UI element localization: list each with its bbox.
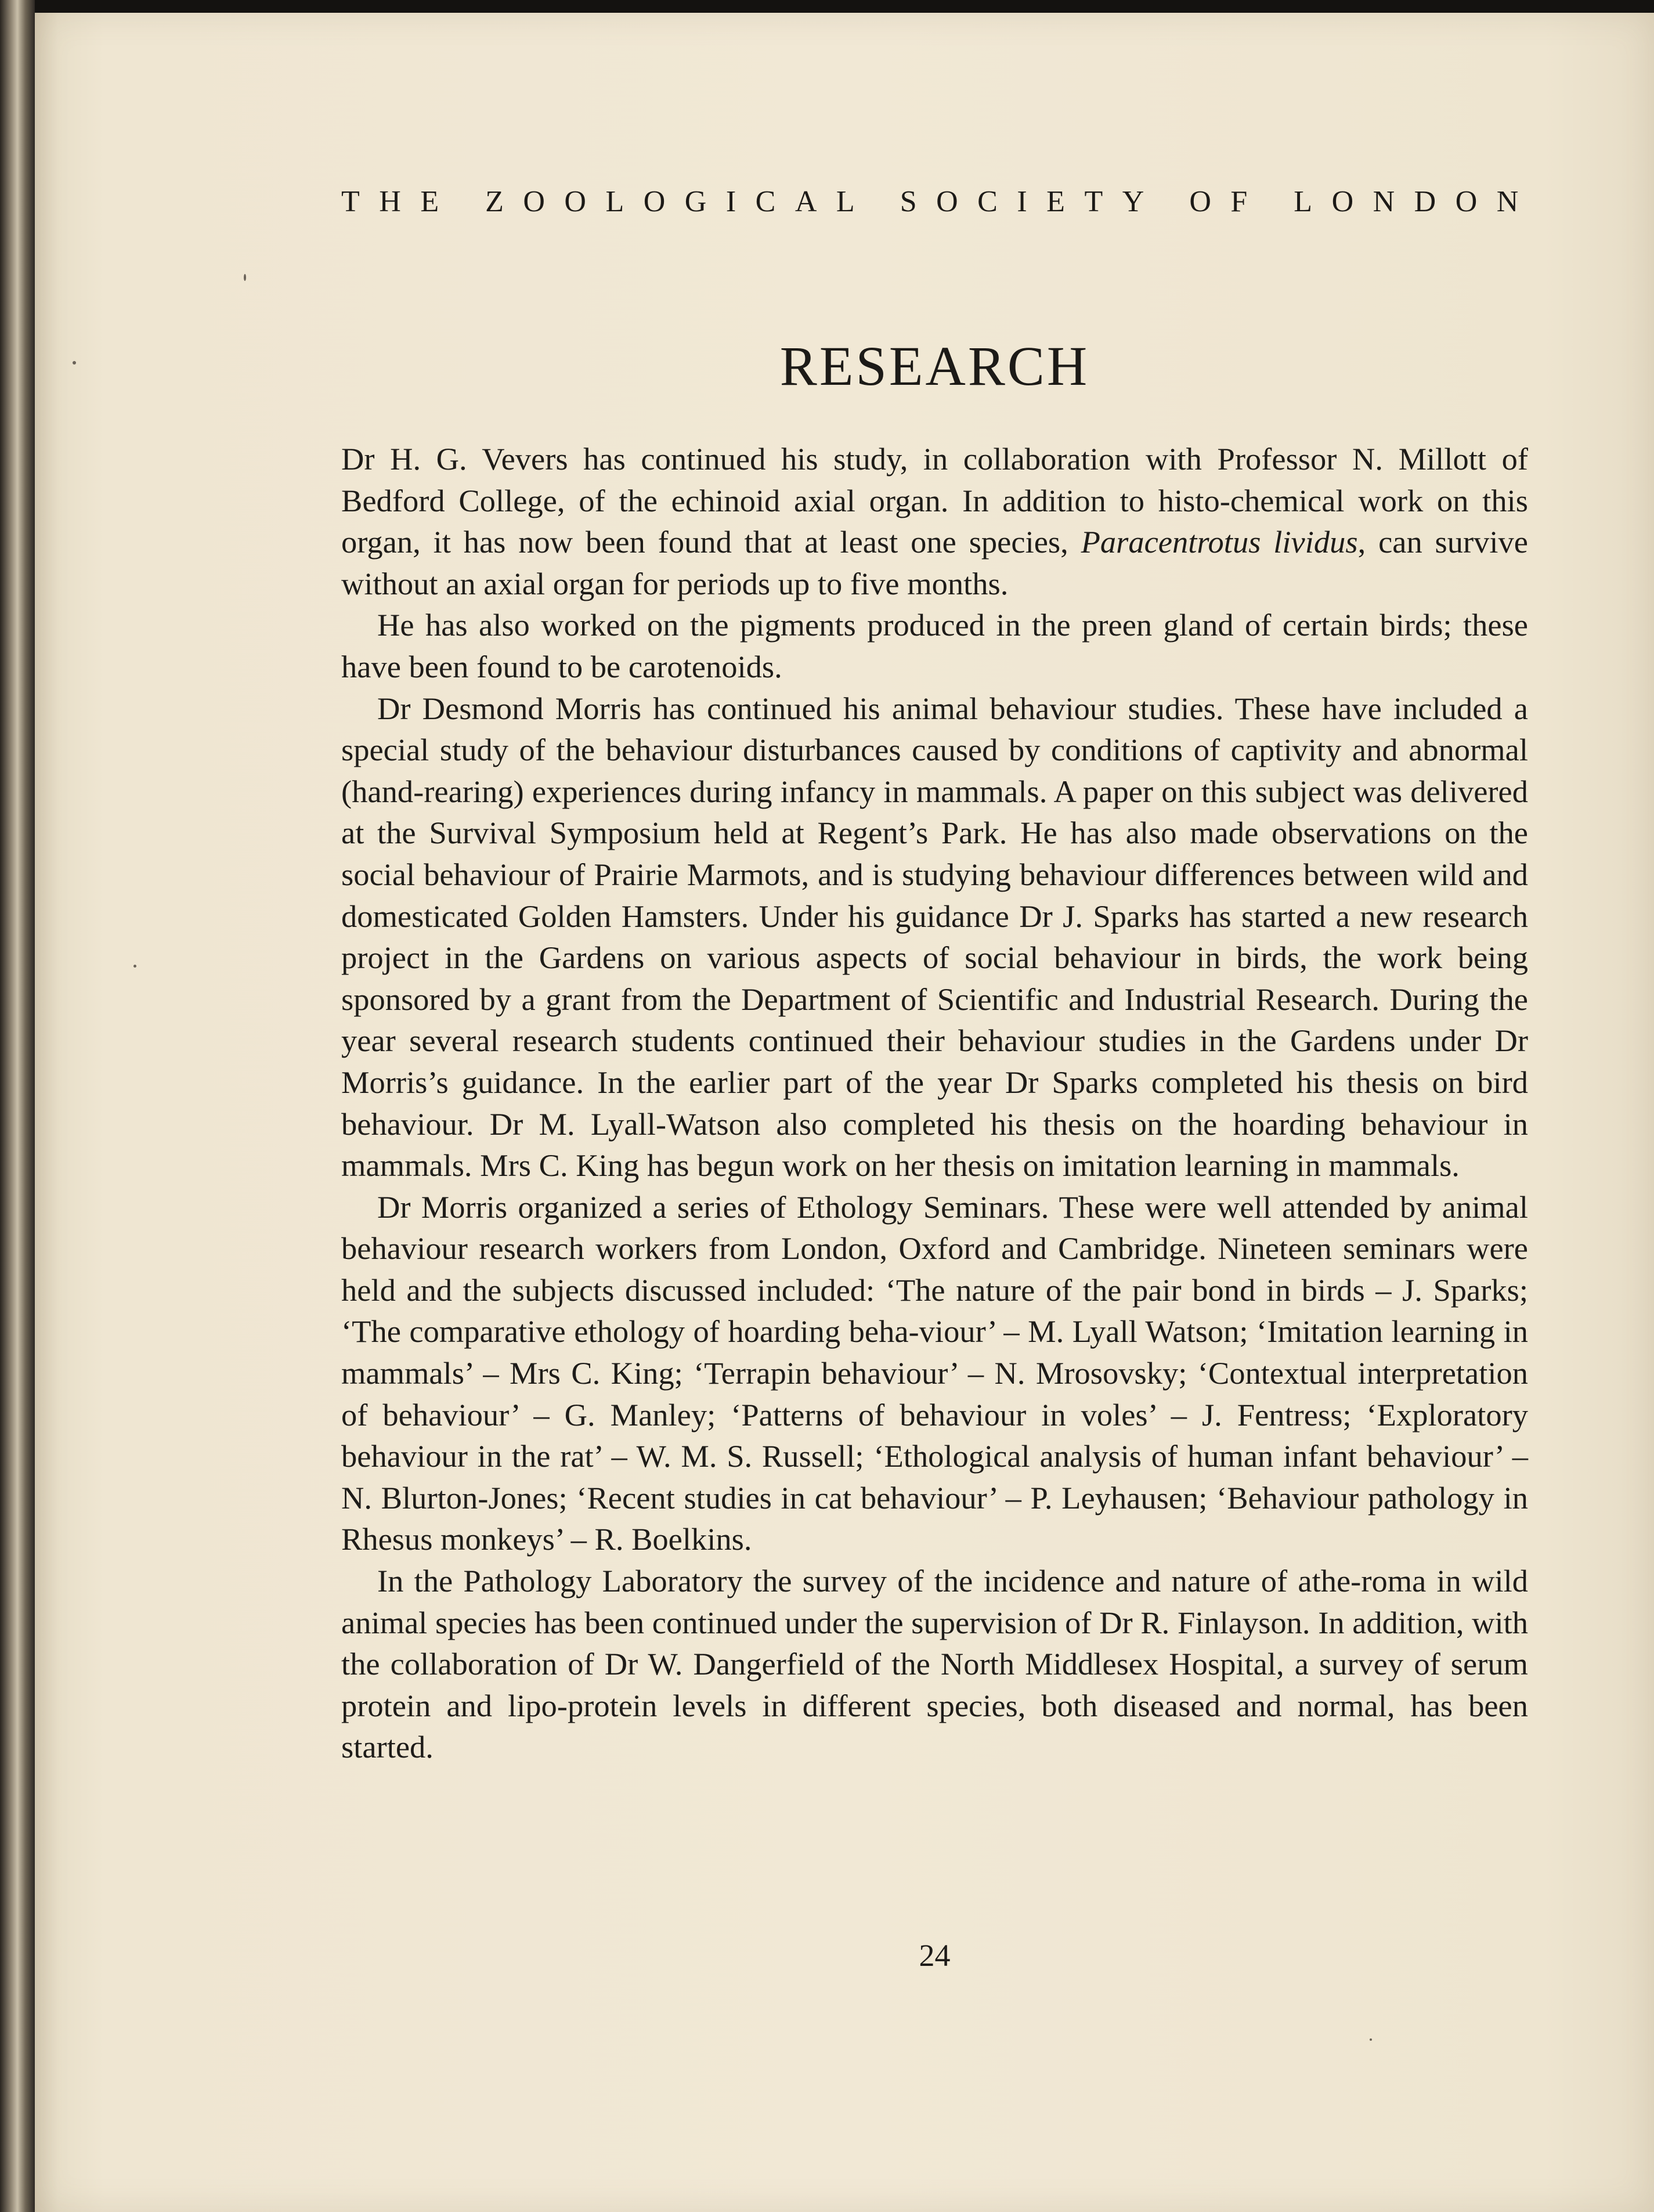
paragraph-vevers <box>341 438 1528 604</box>
body-text <box>341 438 1528 1768</box>
paragraph-ethology-seminars: Dr Morris organized a series of Ethology Seminars. These were well attended by animal behaviour research workers from London, Oxford and Cambridge. Nineteen seminars were held and the subjects discussed included: ‘The nature of the pair bond in birds – J. Sparks; ‘The comparative ethology of hoarding beha-viour’ – M. Lyall Watson; ‘Imitation learning in mammals’ – Mrs C. King; ‘Terrapin behaviour’ – N. Mrosovsky; ‘Contextual interpretation of behaviour’ – G. Manley; ‘Patterns of behaviour in voles’ – J. Fentress; ‘Exploratory behaviour in the rat’ – W. M. S. Russell; ‘Ethological analysis of human infant behaviour’ – N. Blurton-Jones; ‘Recent studies in cat behaviour’ – P. Leyhausen; ‘Behaviour pathology in Rhesus monkeys’ – R. Boelkins. <box>341 1189 1528 1557</box>
species-name-italic: Paracentrotus lividus <box>1081 524 1358 560</box>
section-title: RESEARCH <box>779 335 1090 397</box>
speck-mark <box>1370 2038 1372 2041</box>
speck-mark <box>133 965 136 968</box>
running-head: THE ZOOLOGICAL SOCIETY OF LONDON <box>341 185 1538 218</box>
paragraph-pigments: He has also worked on the pigments produced in the preen gland of certain birds; these have been found to be carotenoids. <box>341 607 1528 684</box>
page-number: 24 <box>919 1938 951 1973</box>
paragraph-text: , can survive without an axial organ for periods up to five months. <box>341 524 1528 601</box>
book-binding-edge <box>0 0 35 2212</box>
paragraph-morris-behaviour: Dr Desmond Morris has continued his animal behaviour studies. These have included a special study of the behaviour disturbances caused by conditions of captivity and abnormal (hand-rearing) experiences during infancy in mammals. A paper on this subject was delivered at the Survival Symposium held at Regent’s Park. He has also made observations on the social behaviour of Prairie Marmots, and is studying behaviour differences between wild and domesticated Golden Hamsters. Under his guidance Dr J. Sparks has started a new research project in the Gardens on various aspects of social behaviour in birds, the work being sponsored by a grant from the Department of Scientific and Industrial Research. During the year several research students continued their behaviour studies in the Gardens under Dr Morris’s guidance. In the earlier part of the year Dr Sparks completed his thesis on bird behaviour. Dr M. Lyall-Watson also completed his thesis on the hoarding behaviour in mammals. Mrs C. King has begun work on her thesis on imitation learning in mammals. <box>341 690 1528 1183</box>
paragraph-pathology: In the Pathology Laboratory the survey of the incidence and nature of athe-roma in wild animal species has been continued under the supervision of Dr R. Finlayson. In addition, with the collaboration of Dr W. Dangerfield of the North Middlesex Hospital, a survey of serum protein and lipo-protein levels in different species, both diseased and normal, has been started. <box>341 1563 1528 1765</box>
top-edge-shadow <box>0 0 1654 13</box>
paragraph-text: Dr H. G. Vevers has continued his study, in collaboration with Professor N. Millott of Bedford College, of the echinoid axial organ. In addition to histo-chemical work on this organ, it has now been found that at least one species, <box>341 441 1528 560</box>
speck-mark <box>244 274 246 281</box>
speck-mark <box>73 361 76 365</box>
